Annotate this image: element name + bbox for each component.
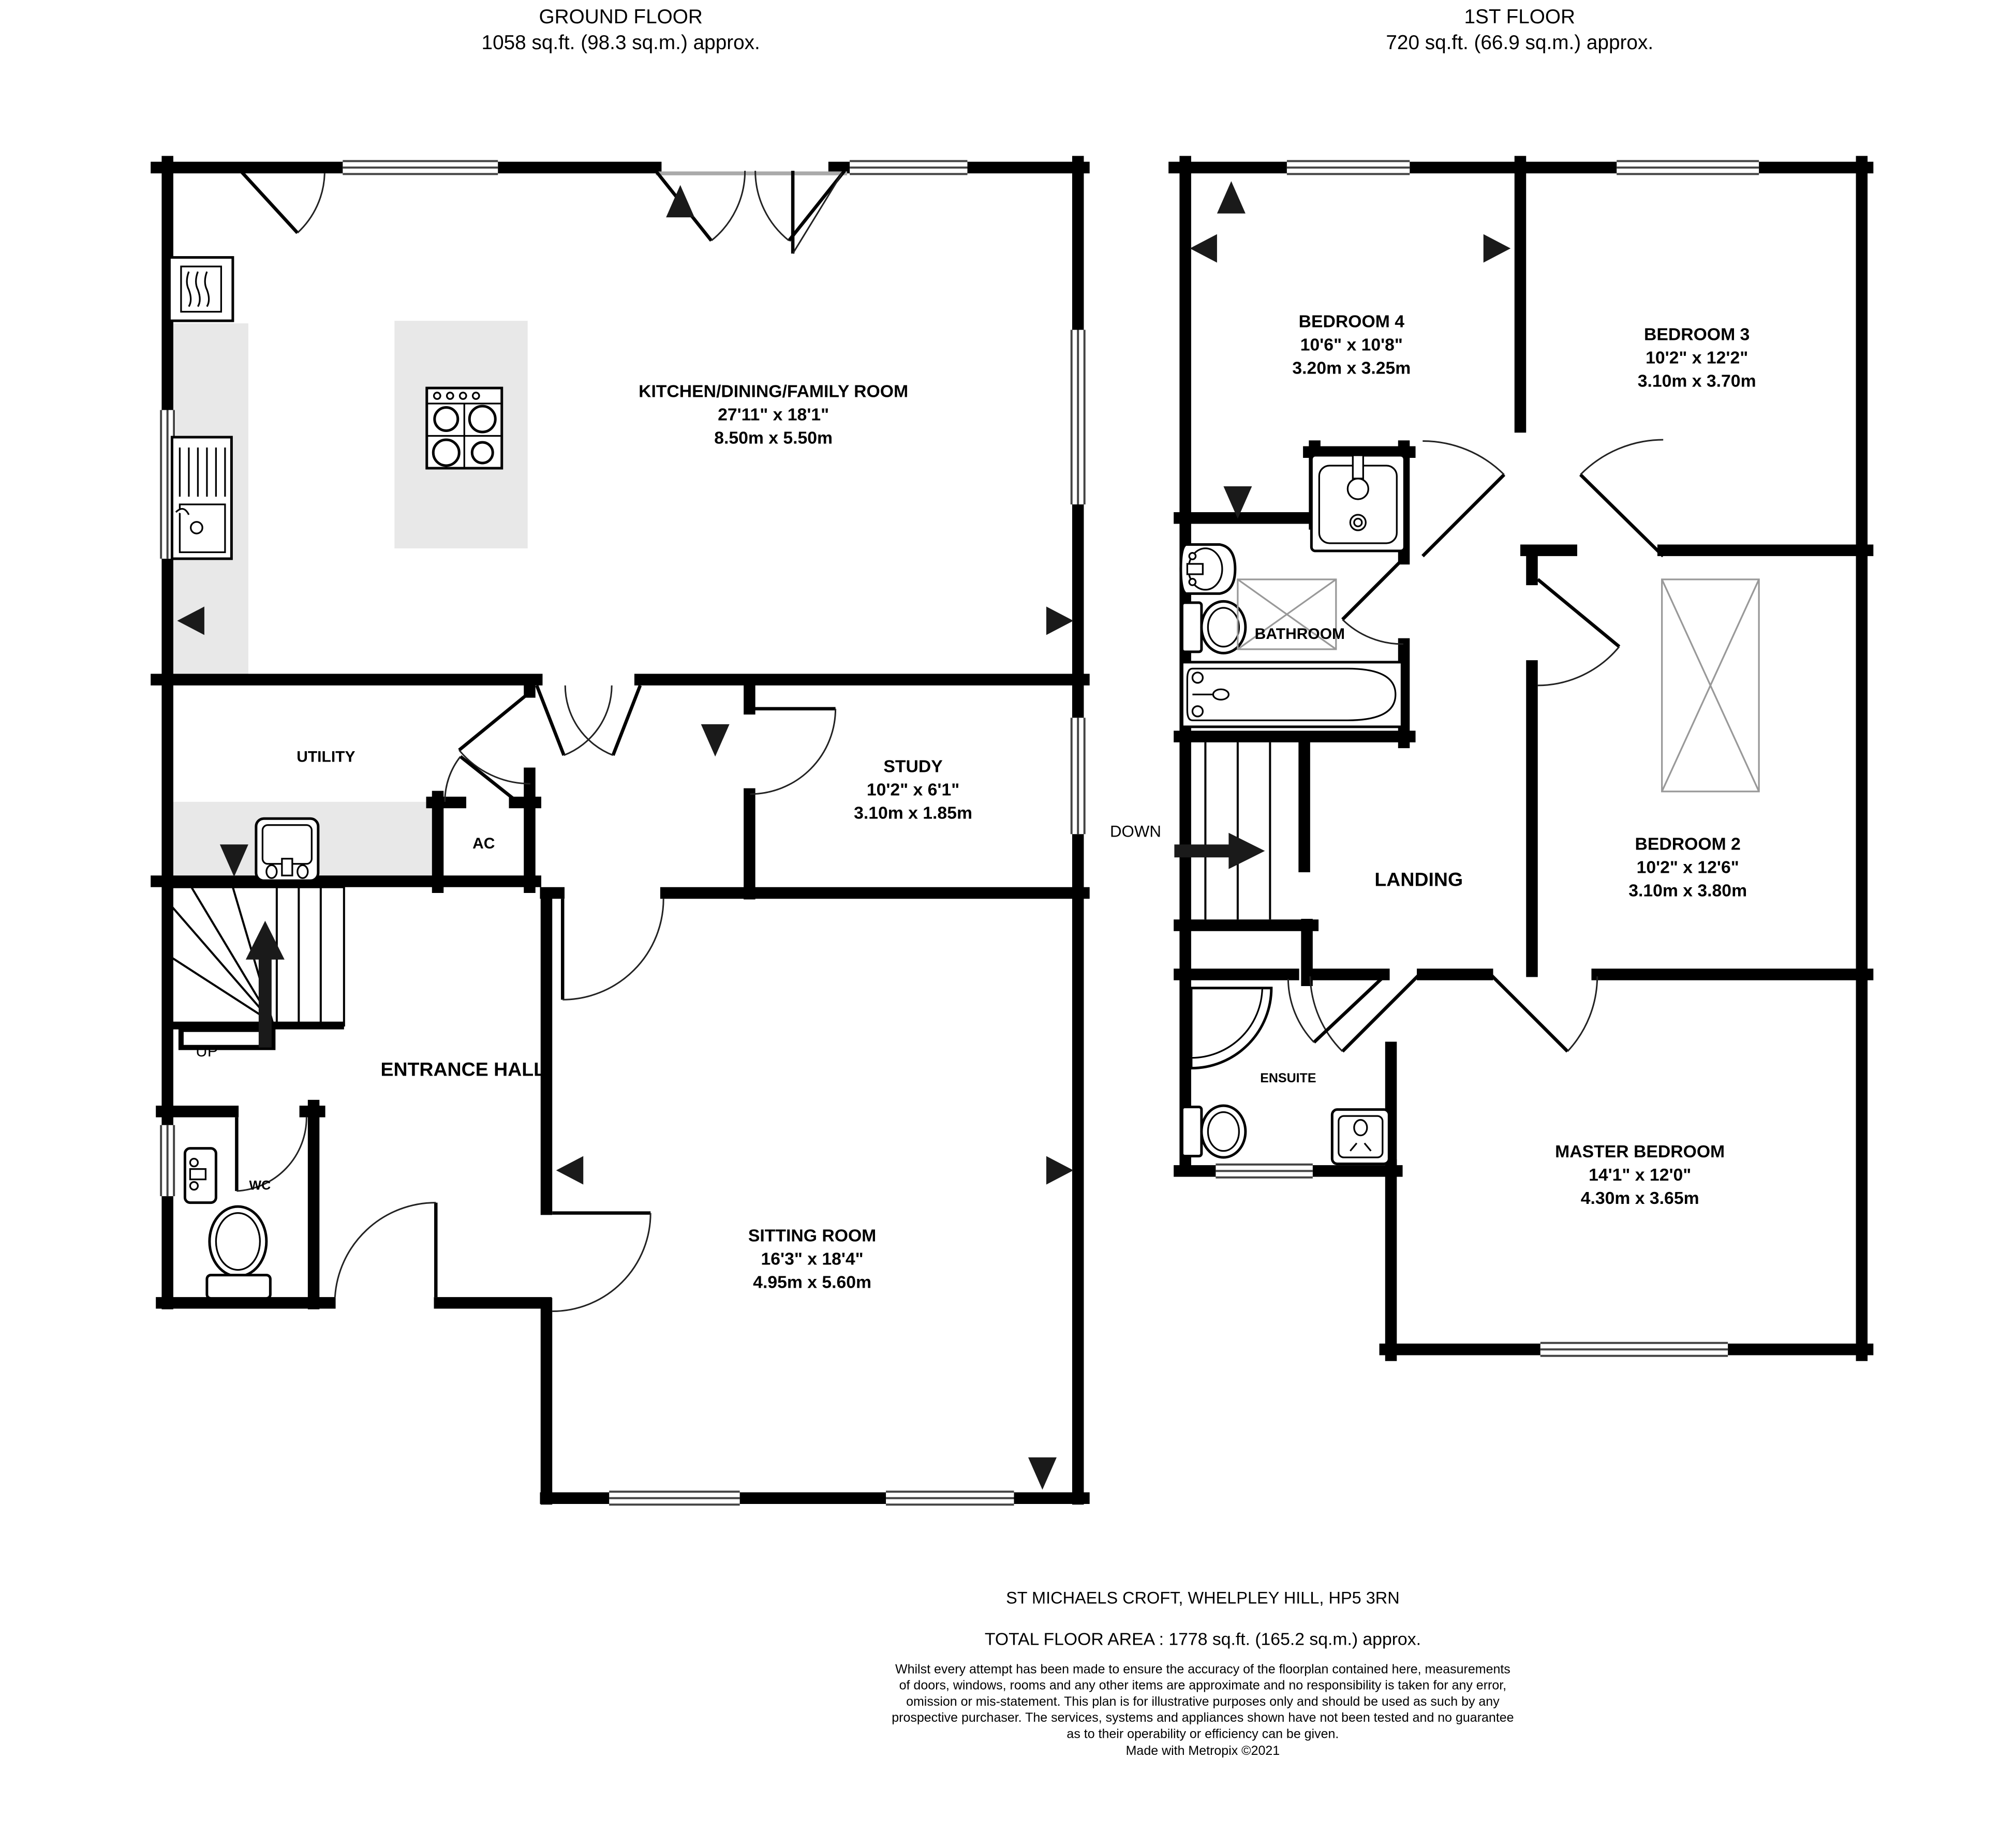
kitchen-imperial: 27'11" x 18'1" (718, 405, 829, 425)
wc-door-icon (236, 1117, 306, 1191)
bedroom4-window-icon (1287, 159, 1410, 176)
utility-sink-icon (256, 818, 318, 881)
bedroom4-metric: 3.20m x 3.25m (1292, 358, 1411, 378)
bathtub-icon (1182, 662, 1402, 727)
ensuite-door-icon (1288, 979, 1381, 1042)
wc-toilet-icon (207, 1206, 270, 1298)
utility-label: UTILITY (297, 748, 355, 766)
measure-arrow-left-icon (556, 1156, 583, 1185)
study-name: STUDY (883, 756, 943, 777)
room-kitchen-label (639, 382, 908, 448)
sitting-side-door-icon (552, 1213, 650, 1312)
utility-door-icon (459, 692, 530, 783)
address-text: ST MICHAELS CROFT, WHELPLEY HILL, HP5 3RN (1006, 1588, 1400, 1607)
bedroom3-window-icon (1617, 159, 1759, 176)
bedroom4-imperial: 10'6" x 10'8" (1300, 335, 1403, 355)
sitting-name: SITTING ROOM (748, 1226, 877, 1246)
measure-arrow-down-icon (1028, 1457, 1057, 1489)
wc-left-window-icon (159, 1125, 175, 1196)
disclaimer-line: Whilst every attempt has been made to ensure the accuracy of the floorplan contained here, measurements (895, 1662, 1510, 1677)
ac-label: AC (472, 834, 495, 852)
sitting-bottom-window2-icon (886, 1489, 1014, 1506)
wc-label: WC (249, 1178, 271, 1193)
kitchen-metric: 8.50m x 5.50m (714, 428, 833, 448)
measure-arrow-left-icon (1190, 234, 1217, 263)
radiator-icon (169, 258, 232, 321)
measure-arrow-right-icon (1046, 1156, 1073, 1185)
bedroom2-door-icon (1538, 579, 1619, 685)
bedroom3-name: BEDROOM 3 (1644, 324, 1750, 345)
study-right-window-icon (1070, 718, 1086, 834)
measure-arrow-up-icon (1217, 181, 1246, 213)
ground-floor-title-text: GROUND FLOOR (539, 6, 703, 28)
ground-floor-plan (156, 159, 1086, 1507)
ground-floor-title (482, 6, 760, 54)
hall-front-door-icon (335, 1203, 436, 1297)
ground-floor-area-text: 1058 sq.ft. (98.3 sq.m.) approx. (481, 32, 760, 54)
study-imperial: 10'2" x 6'1" (866, 780, 960, 800)
measure-arrow-right-icon (1484, 234, 1510, 263)
bathroom-toilet-icon (1182, 601, 1245, 653)
bedroom2-metric: 3.10m x 3.80m (1628, 881, 1747, 901)
room-bedroom3-label (1638, 325, 1756, 391)
bathroom-label: BATHROOM (1254, 625, 1345, 643)
landing-left-door-icon (1310, 974, 1420, 1051)
down-label: DOWN (1109, 822, 1161, 841)
bedroom3-metric: 3.10m x 3.70m (1637, 371, 1756, 391)
kitchen-top-window2-icon (850, 159, 967, 176)
room-bedroom4-label (1292, 312, 1411, 378)
landing-label: LANDING (1374, 868, 1463, 890)
first-floor-area-text: 720 sq.ft. (66.9 sq.m.) approx. (1386, 32, 1654, 54)
stairs-up-icon (171, 887, 344, 1048)
sitting-bottom-window1-icon (609, 1489, 739, 1506)
room-study-label (854, 756, 972, 823)
wardrobe-icon (1662, 579, 1759, 792)
kitchen-top-window-icon (343, 159, 498, 176)
master-name: MASTER BEDROOM (1555, 1142, 1725, 1162)
kitchen-name: KITCHEN/DINING/FAMILY ROOM (639, 381, 909, 401)
kitchen-right-window-icon (1070, 330, 1086, 504)
front-entry-door-icon (241, 171, 324, 233)
bedroom2-name: BEDROOM 2 (1635, 834, 1741, 854)
room-master-label (1555, 1142, 1725, 1208)
sitting-imperial: 16'3" x 18'4" (761, 1249, 864, 1269)
first-floor-title (1386, 6, 1653, 54)
first-floor-title-text: 1ST FLOOR (1464, 6, 1576, 28)
disclaimer-line: of doors, windows, rooms and any other items are approximate and no responsibility is taken for any error, (899, 1678, 1507, 1693)
bedroom4-door-icon (1423, 441, 1504, 556)
ensuite-window-icon (1216, 1163, 1312, 1179)
credit-text: Made with Metropix ©2021 (1125, 1743, 1280, 1758)
room-bedroom2-label (1628, 834, 1747, 900)
bedroom3-door-icon (1580, 440, 1663, 556)
measure-arrow-down-icon (701, 724, 730, 756)
first-floor-plan (1110, 159, 1868, 1358)
footer (892, 1588, 1514, 1757)
up-label: UP (196, 1042, 218, 1061)
disclaimer-line: prospective purchaser. The services, systems and appliances shown have not been tested and no guarantee (892, 1710, 1514, 1725)
master-door-icon (1490, 974, 1597, 1051)
wc-sink-icon (185, 1149, 216, 1203)
bathroom-basin-icon (1181, 544, 1235, 593)
ac-door-icon (445, 756, 517, 801)
master-metric: 4.30m x 3.65m (1580, 1188, 1699, 1209)
ensuite-label: ENSUITE (1260, 1071, 1316, 1086)
measure-arrow-right-icon (1046, 606, 1073, 635)
master-imperial: 14'1" x 12'0" (1589, 1165, 1692, 1185)
total-area-text: TOTAL FLOOR AREA : 1778 sq.ft. (165.2 sq.m.) approx. (984, 1629, 1421, 1649)
room-sitting-label (748, 1226, 876, 1292)
master-window-icon (1540, 1341, 1728, 1358)
disclaimer-line: as to their operability or efficiency can be given. (1066, 1726, 1339, 1741)
disclaimer-line: omission or mis-statement. This plan is for illustrative purposes only and should be used as such by any (906, 1694, 1500, 1709)
bedroom4-name: BEDROOM 4 (1298, 311, 1404, 332)
bedroom3-imperial: 10'2" x 12'2" (1646, 348, 1749, 368)
hall-label: ENTRANCE HALL (380, 1058, 546, 1080)
kitchen-sink-icon (172, 437, 231, 559)
bathroom-nook-sink-icon (1311, 455, 1404, 551)
study-door-icon (750, 709, 836, 794)
sitting-metric: 4.95m x 5.60m (753, 1272, 872, 1292)
study-metric: 3.10m x 1.85m (854, 803, 972, 823)
hob-icon (427, 388, 502, 468)
ensuite-sink-icon (1332, 1110, 1389, 1164)
sitting-top-door-icon (562, 899, 663, 1000)
kitchen-hall-double-door-icon (537, 685, 640, 755)
bedroom2-imperial: 10'2" x 12'6" (1636, 857, 1739, 877)
bathroom-door-icon (1342, 559, 1403, 644)
ensuite-toilet-icon (1182, 1106, 1245, 1157)
ensuite-shower-icon (1191, 988, 1271, 1068)
